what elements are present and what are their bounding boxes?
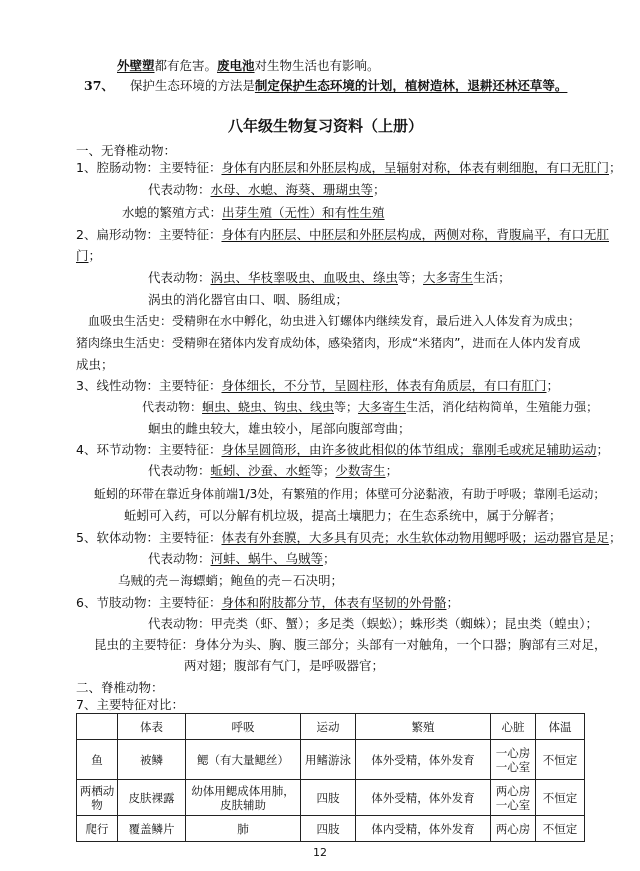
- table-cell: 体外受精，体外发育: [356, 740, 491, 780]
- insect-features-cont: 两对翅；腹部有气门，是呼吸器官；: [184, 658, 385, 673]
- planaria-digestion: 涡虫的消化器官由口、咽、肠组成；: [148, 292, 349, 307]
- top-text-1: 都有危害。: [154, 58, 218, 73]
- hydra-reproduction: [122, 205, 385, 221]
- table-header-cell: 呼吸: [186, 714, 301, 740]
- text: 生活，消化结构简单，生殖能力强；: [406, 400, 599, 414]
- annelid-features-text: 身体呈圆筒形，由许多彼此相似的体节组成；靠刚毛或疣足辅助运动: [221, 442, 597, 457]
- table-cell: 鳃（有大量鳃丝）: [186, 740, 301, 780]
- earthworm-clitellum: 蚯蚓的环带在靠近身体前端1/3处，有繁殖的作用；体壁可分泌黏液，有助于呼吸；靠刚毛运动；: [94, 487, 606, 501]
- table-header-cell: 运动: [301, 714, 356, 740]
- table-cell: 两心房一心室: [491, 780, 536, 816]
- table-cell: 体外受精，体外发育: [356, 780, 491, 816]
- table-cell: 覆盖鳞片: [118, 816, 186, 842]
- page-title: 八年级生物复习资料（上册）: [228, 117, 424, 135]
- flatworm-features-cont: [76, 248, 101, 264]
- flatworm-parasitic: 大多寄生: [423, 270, 474, 285]
- blood-fluke-lifecycle: 血吸虫生活史：受精卵在水中孵化，幼虫进入钉螺体内继续发育，最后进入人体发育为成虫；: [88, 314, 581, 328]
- table-header-row: [77, 714, 585, 740]
- examples-label: 代表动物：: [148, 551, 211, 566]
- arthropod-features: [76, 595, 459, 611]
- table-cell: 四肢: [301, 780, 356, 816]
- table-cell: 体内受精，体外发育: [356, 816, 491, 842]
- table-cell: 爬行: [77, 816, 118, 842]
- section-vertebrates: 二、脊椎动物：: [76, 680, 164, 695]
- roundworm-examples: [142, 399, 598, 415]
- annelid-label: 4、环节动物：主要特征：: [76, 442, 222, 457]
- flatworm-features-text-2: 门: [76, 248, 89, 263]
- earthworm-uses: 蚯蚓可入药，可以分解有机垃圾，提高土壤肥力；在生态系统中，属于分解者；: [124, 508, 562, 523]
- table-cell: 鱼: [77, 740, 118, 780]
- comparison-table: [76, 713, 585, 842]
- table-cell: 用鳍游泳: [301, 740, 356, 780]
- table-cell: 四肢: [301, 816, 356, 842]
- mollusc-examples: [148, 551, 336, 567]
- punct: ；: [596, 442, 609, 457]
- item-37-answer: 制定保护生态环境的计划，植树造林，退耕还林还草等。: [254, 78, 568, 93]
- table-header-cell: [77, 714, 118, 740]
- tapeworm-lifecycle: 猪肉绦虫生活史：受精卵在猪体内发育成幼体，感染猪肉，形成“米猪肉”，进而在人体内发育成: [76, 336, 581, 350]
- punct: ；: [88, 248, 102, 263]
- punct: ；: [323, 551, 336, 566]
- annelid-features: [76, 442, 609, 458]
- coelenterate-features: [76, 160, 622, 176]
- mollusc-features: [76, 530, 622, 546]
- tapeworm-lifecycle-cont: 成虫；: [76, 357, 114, 372]
- mollusc-features-text: 体表有外套膜，大多具有贝壳；水生软体动物用鳃呼吸；运动器官是足: [221, 530, 609, 545]
- top-line-1: [117, 58, 380, 74]
- arthropod-features-text: 身体和附肢都分节，体表有坚韧的外骨骼: [221, 595, 447, 610]
- coelenterate-examples-text: 水母、水螅、海葵、珊瑚虫等: [210, 182, 374, 197]
- roundworm-label: 3、线性动物：主要特征：: [76, 378, 222, 393]
- table-header-cell: 体表: [118, 714, 186, 740]
- hydra-label: 水螅的繁殖方式：: [122, 205, 223, 220]
- coelenterate-label: 1、腔肠动物：主要特征：: [76, 160, 222, 175]
- item-37-number: 37、: [84, 78, 114, 93]
- top-keyword-2: 废电池: [217, 58, 255, 73]
- table-cell: 不恒定: [536, 740, 585, 780]
- insect-features: 昆虫的主要特征：身体分为头、胸、腹三部分；头部有一对触角，一个口器；胸部有三对足，: [94, 637, 607, 652]
- roundworm-parasitic: 大多寄生: [358, 400, 407, 414]
- table-cell: 幼体用鳃成体用肺，皮肤辅助: [186, 780, 301, 816]
- mollusc-examples-text: 河蚌、蜗牛、乌贼等: [210, 551, 324, 566]
- annelid-parasitic: 少数寄生: [335, 463, 386, 478]
- ascaris-note: 蛔虫的雌虫较大，雄虫较小，尾部向腹部弯曲；: [148, 421, 411, 436]
- examples-label: 代表动物：: [148, 182, 211, 197]
- punct: ；: [446, 595, 459, 610]
- arthropod-examples: 代表动物：甲壳类（虾、蟹）；多足类（蜈蚣）；蛛形类（蜘蛛）；昆虫类（蝗虫）；: [148, 616, 599, 631]
- table-header-cell: 心脏: [491, 714, 536, 740]
- flatworm-examples: [148, 270, 511, 286]
- punct: 等；: [334, 400, 359, 414]
- examples-label: 代表动物：: [142, 400, 203, 414]
- arthropod-label: 6、节肢动物：主要特征：: [76, 595, 222, 610]
- table-row: [77, 780, 585, 816]
- flatworm-features-text: 身体有内胚层、中胚层和外胚层构成，两侧对称，背腹扁平，有口无肛: [221, 227, 609, 242]
- hydra-reproduction-text: 出芽生殖（无性）和有性生殖: [222, 205, 385, 220]
- table-cell: 两心房: [491, 816, 536, 842]
- table-cell: 肺: [186, 816, 301, 842]
- roundworm-examples-text: 蛔虫、蛲虫、钩虫、线虫: [202, 400, 335, 414]
- coelenterate-examples: [148, 182, 386, 198]
- table-header-cell: 体温: [536, 714, 585, 740]
- comparison-heading: 7、主要特征对比：: [76, 697, 184, 712]
- flatworm-features: [76, 227, 609, 243]
- annelid-examples-text: 蚯蚓、沙蚕、水蛭: [210, 463, 311, 478]
- table-cell: 被鳞: [118, 740, 186, 780]
- punct: ；: [608, 530, 622, 545]
- flatworm-examples-text: 涡虫、华枝睾吸虫、血吸虫、绦虫: [210, 270, 399, 285]
- table-cell: 一心房一心室: [491, 740, 536, 780]
- punct: ；: [385, 463, 399, 478]
- item-37: [84, 78, 567, 94]
- roundworm-features-text: 身体细长，不分节，呈圆柱形，体表有角质层，有口有肛门: [221, 378, 547, 393]
- item-37-text: 保护生态环境的方法是: [129, 78, 255, 93]
- punct: ；: [373, 182, 386, 197]
- table-cell: 不恒定: [536, 816, 585, 842]
- page-number: 12: [313, 846, 327, 859]
- table-cell: 不恒定: [536, 780, 585, 816]
- punct: ；: [546, 378, 559, 393]
- table-cell: 皮肤裸露: [118, 780, 186, 816]
- table-row: [77, 740, 585, 780]
- flatworm-label: 2、扁形动物：主要特征：: [76, 227, 222, 242]
- table-header-cell: 繁殖: [356, 714, 491, 740]
- table-row: [77, 816, 585, 842]
- text: 生活；: [473, 270, 511, 285]
- annelid-examples: [148, 463, 398, 479]
- punct: 等；: [398, 270, 424, 285]
- roundworm-features: [76, 378, 559, 394]
- examples-label: 代表动物：: [148, 463, 211, 478]
- punct: 等；: [310, 463, 336, 478]
- top-keyword-1: 外壁塑: [117, 58, 155, 73]
- section-invertebrates: 一、无脊椎动物：: [76, 143, 177, 158]
- top-text-2: 对生物生活也有影响。: [254, 58, 380, 73]
- examples-label: 代表动物：: [148, 270, 211, 285]
- table-cell: 两栖动物: [77, 780, 118, 816]
- mollusc-label: 5、软体动物：主要特征：: [76, 530, 222, 545]
- cuttlefish-shell: 乌贼的壳－海螵蛸；鲍鱼的壳－石决明；: [118, 573, 344, 588]
- punct: ；: [608, 160, 622, 175]
- coelenterate-features-text: 身体有内胚层和外胚层构成，呈辐射对称，体表有刺细胞，有口无肛门: [221, 160, 609, 175]
